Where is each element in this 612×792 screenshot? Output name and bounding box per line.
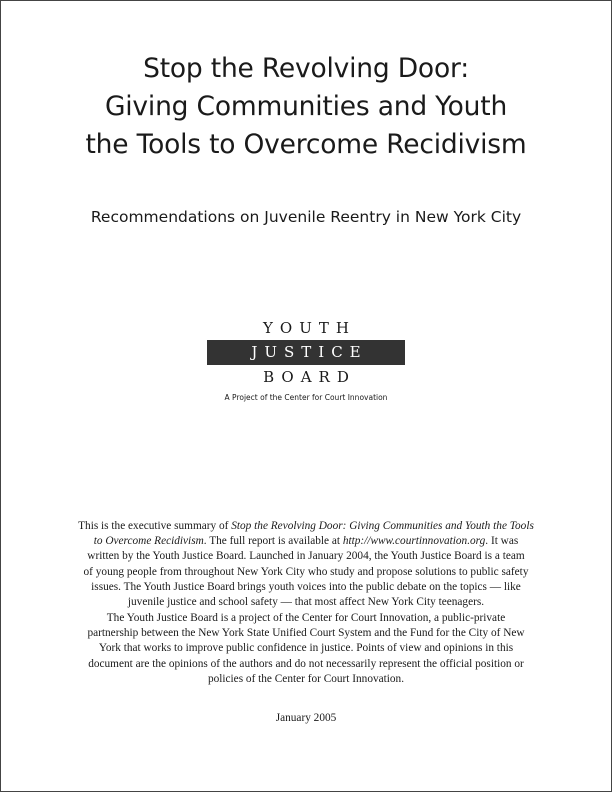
paragraph-line: of young people from throughout New York City who study and propose solutions to public safety bbox=[83, 565, 529, 578]
logo-tagline: A Project of the Center for Court Innovation bbox=[224, 393, 388, 402]
summary-paragraph-2 bbox=[50, 611, 562, 687]
paragraph-line bbox=[50, 534, 562, 549]
title-line-1: Stop the Revolving Door: bbox=[143, 53, 469, 84]
paragraph-line: policies of the Center for Court Innovation. bbox=[207, 672, 405, 685]
text-run: This is the executive summary of bbox=[78, 520, 232, 532]
text-run: . The full report is available at bbox=[203, 535, 343, 548]
report-title-italic: Stop the Revolving Door: Giving Communities and Youth the Tools bbox=[231, 520, 534, 532]
document-title bbox=[0, 50, 612, 164]
paragraph-line: partnership between the New York State Unified Court System and the Fund for the City of New bbox=[87, 627, 525, 640]
publication-date: January 2005 bbox=[275, 712, 337, 724]
logo-word-youth: YOUTH bbox=[263, 319, 356, 337]
paragraph-line: issues. The Youth Justice Board brings youth voices into the public debate on the topics — like bbox=[91, 580, 521, 593]
paragraph-line: written by the Youth Justice Board. Launched in January 2004, the Youth Justice Board is a team bbox=[87, 550, 525, 563]
paragraph-line: The Youth Justice Board is a project of the Center for Court Innovation, a public-private bbox=[106, 612, 506, 624]
paragraph-line: document are the opinions of the authors and do not necessarily represent the official position or bbox=[88, 657, 524, 670]
logo-word-board: BOARD bbox=[263, 368, 356, 386]
logo-bar-justice: JUSTICE bbox=[207, 340, 405, 365]
paragraph-line: York that works to improve public confidence in justice. Points of view and opinions in this bbox=[98, 642, 514, 655]
paragraph-line: juvenile justice and school safety — that most affect New York City teenagers. bbox=[127, 596, 485, 609]
title-line-2: Giving Communities and Youth bbox=[104, 91, 508, 122]
report-url: http://www.courtinnovation.org bbox=[342, 535, 486, 548]
document-subtitle: Recommendations on Juvenile Reentry in New York City bbox=[90, 208, 522, 226]
youth-justice-board-logo bbox=[0, 318, 612, 403]
text-run: . It was bbox=[485, 535, 519, 548]
report-title-italic: to Overcome Recidivism bbox=[93, 535, 204, 548]
paragraph-line bbox=[50, 519, 562, 534]
summary-paragraph-1 bbox=[50, 519, 562, 610]
title-line-3: the Tools to Overcome Recidivism bbox=[85, 129, 527, 160]
